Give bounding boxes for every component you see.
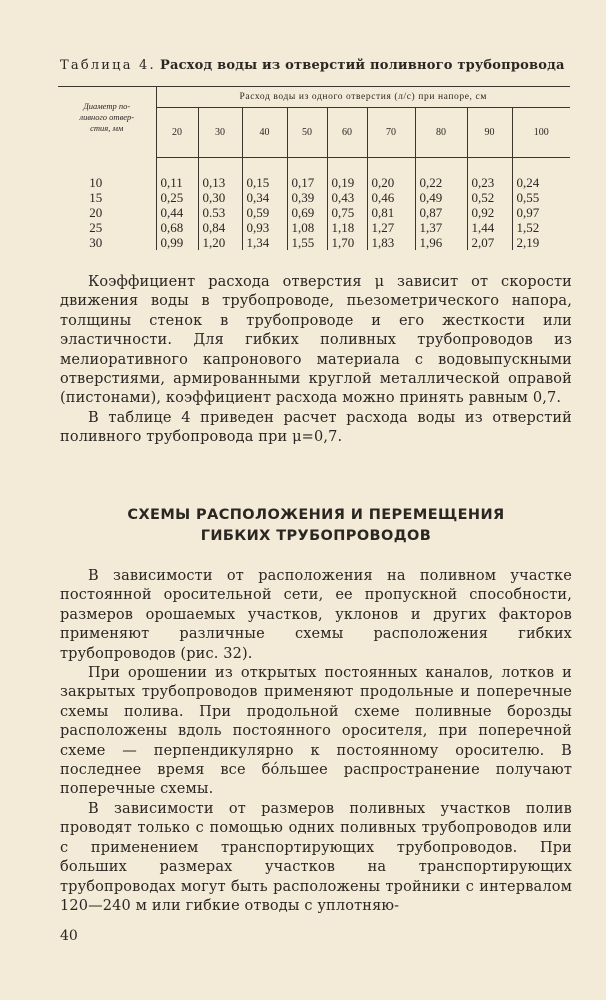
page-number: 40: [60, 928, 78, 944]
row-header-text: Диаметр по- ливного отвер- стия, мм: [79, 101, 135, 133]
table-row: [58, 205, 570, 220]
discharge-cell: 0,19: [327, 175, 367, 190]
pressure-header: 70: [367, 108, 415, 158]
paragraph: При орошении из открытых постоянных каналов, лотков и закрытых трубопроводов применяют продольные и поперечные схемы полива. При продольной схеме поливные борозды расположены вдоль постоянного оросителя, при поперечной схеме — перпендикулярно к постоянному оросителю. В последнее время все бóльшее распространение получают поперечные схемы.: [60, 665, 572, 798]
discharge-cell: 0,23: [467, 175, 512, 190]
table-caption-label: Таблица 4.: [60, 58, 156, 73]
row-header: [58, 87, 156, 158]
discharge-cell: 0,97: [516, 204, 540, 220]
pressure-header: 100: [512, 108, 570, 158]
discharge-cell: 1,20: [198, 235, 242, 250]
discharge-cell: 0,20: [367, 175, 415, 190]
discharge-cell: 0,13: [198, 175, 242, 190]
discharge-cell: 0,44: [156, 205, 198, 220]
discharge-cell: 1,83: [367, 235, 415, 250]
discharge-cell: 0,87: [415, 205, 467, 220]
discharge-cell: 0,11: [156, 175, 198, 190]
table-body: [58, 175, 570, 250]
diameter-cell: 25: [58, 220, 156, 235]
discharge-cell: 0,59: [242, 205, 287, 220]
discharge-cell: 0,34: [242, 190, 287, 205]
table-row: [58, 190, 570, 205]
table-row: [58, 175, 570, 190]
table-spacer: [58, 158, 570, 176]
discharge-cell: 0,55: [516, 189, 540, 205]
discharge-cell: 0,92: [467, 205, 512, 220]
table-caption-title: Расход воды из отверстий поливного трубопровода: [159, 58, 565, 73]
discharge-cell: 0,30: [198, 190, 242, 205]
discharge-cell: 0,15: [242, 175, 287, 190]
discharge-cell: 1,18: [327, 220, 367, 235]
diameter-cell: 20: [58, 205, 156, 220]
pressure-header: 40: [242, 108, 287, 158]
body-text-1: [60, 273, 572, 448]
discharge-cell: 0,84: [198, 220, 242, 235]
discharge-cell: 0,75: [327, 205, 367, 220]
diameter-cell: 30: [58, 235, 156, 250]
pressure-header: 50: [287, 108, 327, 158]
diameter-cell: 15: [58, 190, 156, 205]
section-heading: [60, 505, 572, 547]
discharge-cell: 2,19: [516, 234, 540, 250]
diameter-cell: 10: [58, 175, 156, 190]
discharge-cell: 0,25: [156, 190, 198, 205]
discharge-cell: 1,37: [415, 220, 467, 235]
discharge-cell: 2,07: [467, 235, 512, 250]
discharge-cell: 0,22: [415, 175, 467, 190]
discharge-cell: 0,49: [415, 190, 467, 205]
discharge-table: [58, 86, 570, 250]
paragraph: В зависимости от расположения на поливном участке постоянной оросительной сети, ее пропускной способности, размеров орошаемых участков, уклонов и других факторов применяют различные схемы расположения гибких трубопроводов (рис. 32).: [60, 568, 572, 662]
discharge-cell: 0,43: [327, 190, 367, 205]
pressure-header: 90: [467, 108, 512, 158]
body-text-2: [60, 567, 572, 916]
discharge-cell: 0,93: [242, 220, 287, 235]
table-caption: [60, 58, 580, 73]
discharge-cell: 1,70: [327, 235, 367, 250]
discharge-cell: 0,39: [287, 190, 327, 205]
table-row: [58, 220, 570, 235]
discharge-cell: 1,27: [367, 220, 415, 235]
discharge-cell: 1,34: [242, 235, 287, 250]
discharge-cell: 1,55: [287, 235, 327, 250]
discharge-cell: 0,68: [156, 220, 198, 235]
discharge-cell: 1,44: [467, 220, 512, 235]
section-heading-line-1: СХЕМЫ РАСПОЛОЖЕНИЯ И ПЕРЕМЕЩЕНИЯ: [127, 507, 505, 523]
section-heading-line-2: ГИБКИХ ТРУБОПРОВОДОВ: [200, 528, 432, 544]
discharge-cell: 0,99: [156, 235, 198, 250]
discharge-cell: 0,69: [287, 205, 327, 220]
group-header: Расход воды из одного отверстия (л/с) при напоре, см: [156, 87, 570, 108]
table-row: [58, 235, 570, 250]
pressure-header: 30: [198, 108, 242, 158]
discharge-cell: 0,46: [367, 190, 415, 205]
paragraph: В зависимости от размеров поливных участков полив проводят только с помощью одних поливных трубопроводов или с применением транспортирующих трубопроводов. При больших размерах участков на транспортирующих трубопроводах могут быть расположены тройники с интервалом 120—240 м или гибкие отводы с уплотняю-: [60, 800, 572, 914]
paragraph: В таблице 4 приведен расчет расхода воды из отверстий поливного трубопровода при μ=0,7.: [60, 409, 572, 446]
discharge-cell: 1,08: [287, 220, 327, 235]
discharge-cell: 0,81: [367, 205, 415, 220]
discharge-cell: 0,17: [287, 175, 327, 190]
discharge-cell: 0.53: [198, 205, 242, 220]
pressure-header: 80: [415, 108, 467, 158]
paragraph: Коэффициент расхода отверстия μ зависит от скорости движения воды в трубопроводе, пьезометрического напора, толщины стенок в трубопроводе и его жесткости или эластичности. Для гибких поливных трубопроводов из мелиоративного капронового материала с водовыпускными отверстиями, армированными круглой металлической оправой (пистонами), коэффициент расхода можно принять равным 0,7.: [60, 274, 572, 407]
pressure-header: 20: [156, 108, 198, 158]
discharge-cell: 0,24: [516, 174, 540, 190]
discharge-cell: 0,52: [467, 190, 512, 205]
pressure-header: 60: [327, 108, 367, 158]
discharge-cell: 1,96: [415, 235, 467, 250]
discharge-cell: 1,52: [516, 219, 540, 235]
